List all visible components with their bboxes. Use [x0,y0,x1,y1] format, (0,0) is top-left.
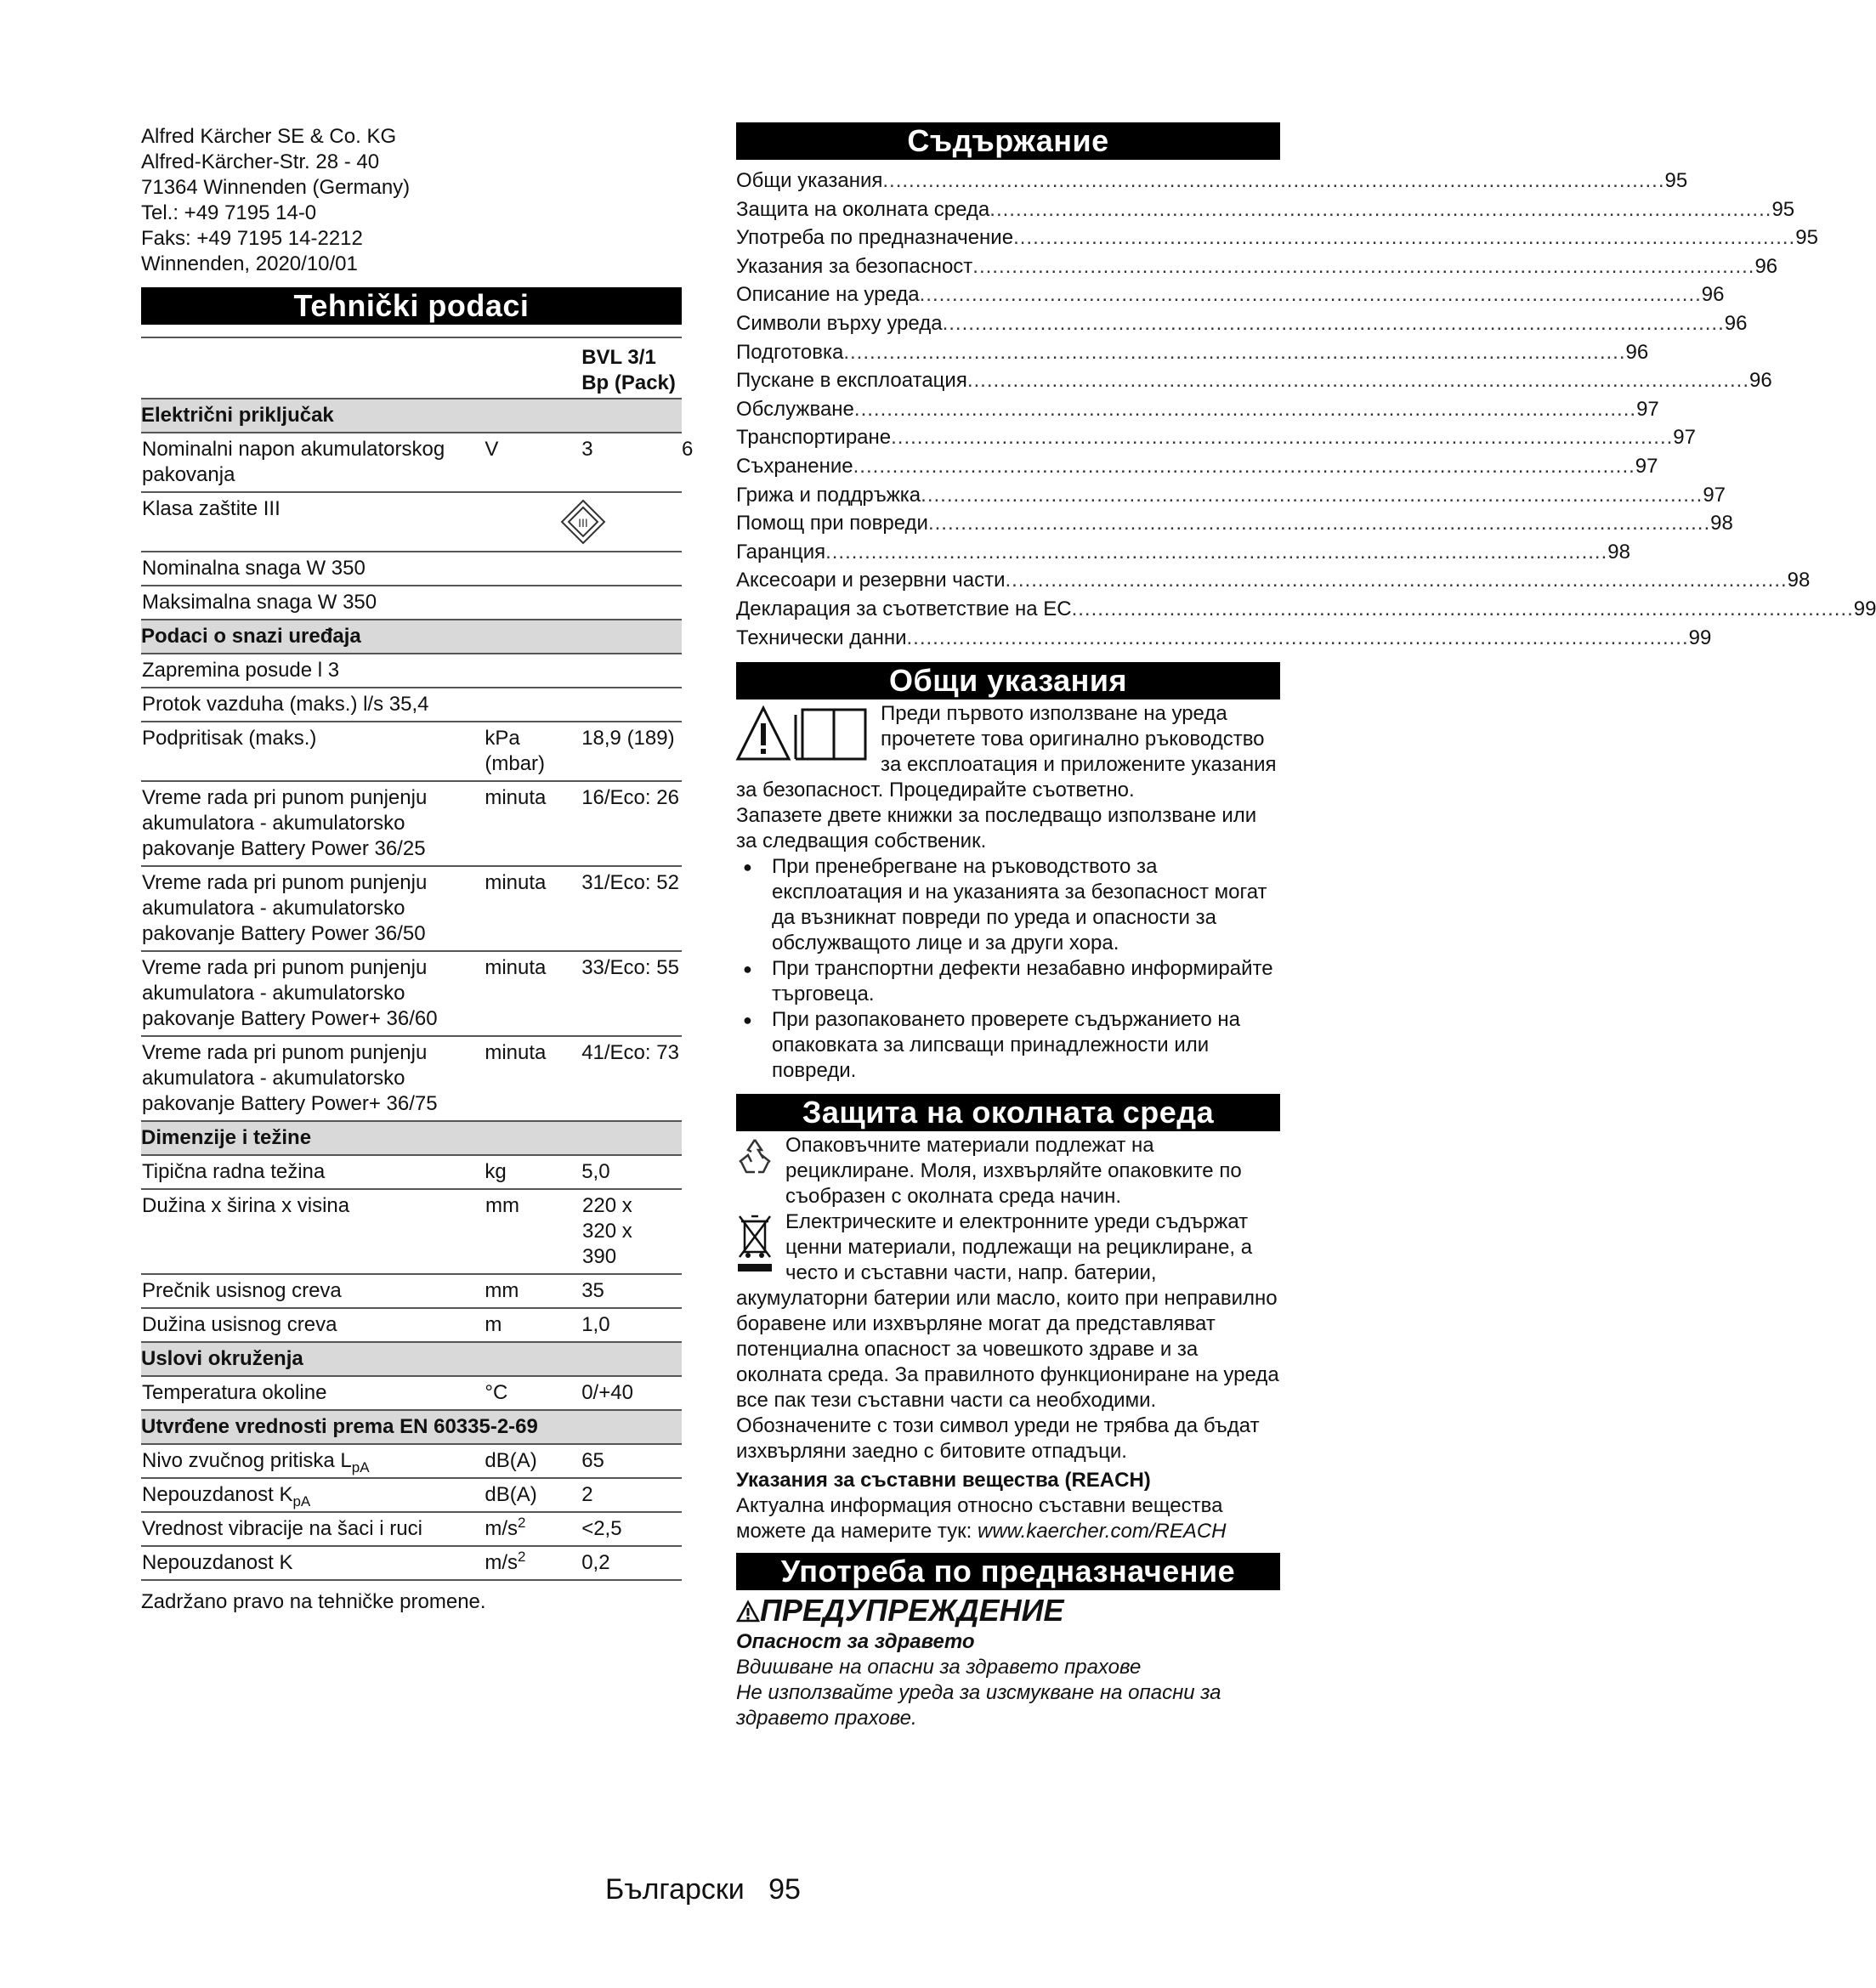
row-value: 0,2 [581,1551,610,1574]
toc-item-page: 99 [1688,626,1712,649]
row-label: Vreme rada pri punom punjenju akumulatora - akumulatorsko pakovanje Battery Power+ 36/75 [142,1041,438,1115]
toc-item-label: Декларация за съответствие на ЕС [736,597,1072,620]
read-manual-icons [736,705,872,771]
protection-class-iii-icon [485,496,682,547]
toc-item-page: 98 [1607,540,1630,564]
toc-item-label: Общи указания [736,169,883,192]
row-label: Vreme rada pri punom punjenju akumulatora - akumulatorsko pakovanje Battery Power+ 36/60 [142,956,438,1030]
toc-item-page: 97 [1673,426,1696,450]
toc-item[interactable] [736,538,1630,567]
toc-item-page: 96 [1724,311,1748,335]
toc-item[interactable] [736,624,1712,653]
toc-item-page: 96 [1701,283,1725,307]
section-label: Dimenzije i težine [141,1126,312,1149]
toc-item-page: 95 [1795,226,1818,250]
reach-link[interactable]: www.kaercher.com/REACH [977,1520,1227,1543]
row-value: 35 [581,1279,604,1302]
list-item: ● При разопаковането проверете съдържанието на опаковката за липсващи принадлежности или повреди. [736,1007,1280,1084]
row-label: Nominalna snaga W 350 [142,557,366,580]
toc-item-page: 96 [1748,369,1772,393]
reach-paragraph [736,1493,1280,1544]
general-keep: Запазете двете книжки за последващо използване или за следващия собственик. [736,804,1257,853]
row-label [141,1482,485,1508]
superscript: 2 [518,1515,526,1531]
table-row [141,1309,682,1343]
toc-leader-dots: ........................................................................................................................ [853,397,1637,421]
table-row [141,1275,682,1309]
row-unit [485,1516,581,1542]
row-unit: kg [485,1160,507,1183]
table-row [141,952,682,1037]
table-row [141,688,682,722]
toc-item[interactable] [736,395,1659,424]
protection-symbol: III [578,516,589,530]
row-value: 33/Eco: 55 [581,956,679,979]
table-row [141,867,682,952]
table-row [141,552,682,586]
address-line: Alfred Kärcher SE & Co. KG [141,125,397,148]
warning-label: ПРЕДУПРЕЖДЕНИЕ [760,1593,1064,1628]
table-row [141,493,682,552]
table-row [141,1037,682,1122]
row-unit: mm [485,1194,519,1217]
section-label: Utvrđene vrednosti prema EN 60335-2-69 [141,1415,538,1438]
electronics-text: Електрическите и електронните уреди съдържат ценни материали, подлежащи на рециклиране, а често и съставни части, напр. батерии, акумулаторни батерии или масло, които при неправилно боравене или изхвърляне могат да представляват потенциална опасност за човешкото здраве и за околната среда. За правилното функциониране на уреда все пак тези съставни части са необходими. Обозначените с този символ уреди не трябва да бъдат изхвърляни заедно с битовите отпадъци. [736,1210,1279,1464]
environment-title: Защита на околната среда [736,1094,1280,1131]
toc-leader-dots: ........................................................................................................................ [843,340,1626,364]
row-label: Zapremina posude l 3 [142,659,340,682]
toc-item[interactable] [736,338,1649,367]
row-value: 31/Eco: 52 [581,871,679,894]
toc-leader-dots: ........................................................................................................................ [853,454,1635,478]
hazard-line-1: Вдишване на опасни за здравето прахове [736,1656,1142,1679]
general-intro: Преди първото използване на уреда прочетете това оригинално ръководство за експлоатация и приложените указания за безопасност. Процедирайте съответно. [736,702,1277,802]
toc-leader-dots: ........................................................................................................................ [919,283,1702,307]
packaging-text: Опаковъчните материали подлежат на рециклиране. Моля, изхвърляйте опаковките по съобразен с околната среда начин. [785,1134,1242,1209]
row-unit: minuta [485,1041,547,1064]
section-label: Uslovi okruženja [141,1347,303,1370]
left-column [141,124,694,1615]
toc-item-label: Съхранение [736,454,853,478]
hazard-label: Опасност за здравето [736,1630,975,1654]
toc-leader-dots: ........................................................................................................................ [921,483,1703,507]
row-unit: dB(A) [485,1483,537,1506]
row-extra-value: 6 [682,438,694,461]
address-line: Tel.: +49 7195 14-0 [141,201,317,224]
row-unit: minuta [485,956,547,979]
section-label: Podaci o snazi uređaja [141,625,361,648]
section-row [141,620,682,654]
row-unit: V [485,438,499,461]
list-item: ● При пренебрегване на ръководството за експлоатация и на указанията за безопасност могат да възникнат повреди по уреда и опасности за обслужващото лице и за други хора. [736,854,1280,956]
section-row [141,399,682,433]
table-row [141,1377,682,1411]
toc-leader-dots: ........................................................................................................................ [906,626,1689,649]
general-notes-title: Общи указания [736,662,1280,699]
row-label: Vreme rada pri punom punjenju akumulatora - akumulatorsko pakovanje Battery Power 36/50 [142,871,428,945]
table-row [141,1547,682,1581]
row-unit: minuta [485,871,547,894]
row-label: Nepouzdanost K [142,1551,293,1574]
toc-item-page: 95 [1771,197,1795,221]
toc-item-label: Описание на уреда [736,283,920,307]
toc-item-label: Пускане в експлоатация [736,369,967,393]
toc-leader-dots: ........................................................................................................................ [1071,597,1854,620]
table-row [141,722,682,782]
section-row [141,1411,682,1445]
toc-item-page: 95 [1664,169,1688,192]
toc-item-page: 98 [1710,512,1733,535]
table-row [141,1479,682,1513]
toc-item[interactable] [736,167,1688,195]
section-row [141,1343,682,1377]
table-row [141,654,682,688]
toc-item-label: Помощ при повреди [736,512,928,535]
address-line: Winnenden, 2020/10/01 [141,252,358,275]
toc-leader-dots: ........................................................................................................................ [989,197,1772,221]
section-row [141,1122,682,1156]
toc-item-page: 97 [1635,454,1658,478]
hazard-line-2: Не използвайте уреда за изсмукване на опасни за здравето прахове. [736,1681,1221,1730]
table-header-row [141,338,682,399]
tech-footnote: Zadržano pravo na tehničke promene. [141,1590,486,1613]
toc-item[interactable] [736,280,1725,309]
table-row [141,782,682,867]
row-label: Nominalni napon akumulatorskog pakovanja [142,438,445,486]
toc-item[interactable] [736,309,1748,338]
subscript: pA [351,1458,370,1475]
toc-item-label: Символи върху уреда [736,311,943,335]
toc-leader-dots: ........................................................................................................................ [1005,569,1788,592]
toc-item[interactable] [736,595,1876,624]
toc-item[interactable] [736,195,1795,224]
row-unit: °C [485,1381,508,1404]
general-bullets [736,854,1280,1084]
toc-item-label: Подготовка [736,340,844,364]
row-unit: mm [485,1279,519,1302]
row-value: 0/+40 [581,1381,633,1404]
page-footer [0,1872,1406,1906]
label-text: Nivo zvučnog pritiska L [142,1449,352,1472]
section-label: Električni priključak [141,404,334,427]
toc-item-label: Обслужване [736,397,854,421]
row-value: 16/Eco: 26 [581,786,679,809]
page-number: 95 [768,1873,801,1906]
toc-item[interactable] [736,509,1733,538]
subscript: pA [292,1492,311,1509]
row-label: Protok vazduha (maks.) l/s 35,4 [142,693,429,716]
toc-leader-dots: ........................................................................................................................ [972,254,1755,278]
row-value: 41/Eco: 73 [581,1041,679,1064]
footer-language: Български [605,1873,745,1906]
toc-item[interactable] [736,252,1778,281]
model-header: BVL 3/1 Bp (Pack) [581,346,676,394]
toc-item-page: 97 [1703,483,1726,507]
row-label: Prečnik usisnog creva [142,1279,342,1302]
row-value: 3 [581,438,593,461]
row-value: 1,0 [581,1313,610,1336]
row-label: Maksimalna snaga W 350 [142,591,377,614]
table-row [141,1445,682,1479]
general-notes-body [736,701,1280,1084]
toc-title: Съдържание [736,122,1280,160]
toc-leader-dots: ........................................................................................................................ [966,369,1749,393]
recycling-icon [736,1136,774,1186]
superscript: 2 [518,1549,526,1565]
toc-item-label: Технически данни [736,626,907,649]
manufacturer-address [141,124,682,277]
table-row [141,1513,682,1547]
row-label: Dužina x širina x visina [142,1194,350,1217]
warning-book-icon [736,705,872,764]
warning-heading [736,1592,1280,1629]
tech-data-title: Tehnički podaci [141,287,682,325]
row-unit: dB(A) [485,1449,537,1472]
row-label: Podpritisak (maks.) [142,727,317,750]
toc-leader-dots: ........................................................................................................................ [882,169,1665,192]
row-value: 65 [581,1449,604,1472]
toc-leader-dots: ........................................................................................................................ [891,426,1674,450]
table-row [141,1190,682,1275]
crossed-bin-icon [736,1213,774,1281]
toc-item[interactable] [736,566,1811,595]
unit-text: m/s [485,1551,519,1574]
row-label [141,1448,485,1474]
row-value: <2,5 [581,1517,622,1540]
right-column [736,122,1876,1731]
row-value: 220 x 320 x 390 [582,1194,632,1268]
tech-data-table [141,337,694,1581]
list-item: ● При транспортни дефекти незабавно информирайте търговеца. [736,956,1280,1007]
toc-item-label: Грижа и поддръжка [736,483,921,507]
row-unit [485,1550,581,1576]
table-row [141,433,694,493]
row-label: Vrednost vibracije na šaci i ruci [142,1517,422,1540]
unit-text: m/s [485,1517,519,1540]
row-unit: kPa (mbar) [485,727,546,775]
toc-item[interactable] [736,452,1658,481]
address-line: Faks: +49 7195 14-2212 [141,227,363,250]
table-row [141,586,682,620]
row-label: Dužina usisnog creva [142,1313,337,1336]
row-value: 5,0 [581,1160,610,1183]
label-text: Nepouzdanost K [142,1483,293,1506]
toc-item-label: Аксесоари и резервни части [736,569,1006,592]
toc-item[interactable] [736,481,1726,510]
row-label: Vreme rada pri punom punjenju akumulatora - akumulatorsko pakovanje Battery Power 36/25 [142,786,428,860]
toc-item[interactable] [736,224,1818,252]
toc-item[interactable] [736,366,1772,395]
toc-item-label: Защита на околната среда [736,197,990,221]
toc-item-label: Употреба по предназначение [736,226,1014,250]
toc-item-page: 97 [1636,397,1659,421]
table-row [141,1156,682,1190]
toc-leader-dots: ........................................................................................................................ [927,512,1711,535]
address-line: Alfred-Kärcher-Str. 28 - 40 [141,150,380,173]
toc-item-label: Транспортиране [736,426,892,450]
row-value: 18,9 (189) [581,727,675,750]
row-unit: minuta [485,786,547,809]
row-label: Tipična radna težina [142,1160,326,1183]
toc-leader-dots: ........................................................................................................................ [1013,226,1796,250]
toc-item-page: 96 [1625,340,1649,364]
toc-item-page: 99 [1853,597,1876,620]
row-value: 2 [581,1483,593,1506]
toc-leader-dots: ........................................................................................................................ [825,540,1608,564]
row-unit: m [485,1313,502,1336]
reach-text: Актуална информация относно съставни вещества можете да намерите тук: [736,1494,1223,1543]
reach-title: Указания за съставни вещества (REACH) [736,1469,1151,1492]
row-label: Temperatura okoline [142,1381,327,1404]
table-of-contents [736,167,1876,652]
warning-triangle-icon [736,1600,760,1623]
toc-item[interactable] [736,423,1696,452]
intended-use-body [736,1592,1280,1731]
toc-item-page: 98 [1787,569,1811,592]
row-label: Klasa zaštite III [142,497,281,520]
address-line: 71364 Winnenden (Germany) [141,176,411,199]
environment-body [736,1133,1280,1544]
toc-item-label: Указания за безопасност [736,254,973,278]
intended-use-title: Употреба по предназначение [736,1553,1280,1590]
toc-leader-dots: ........................................................................................................................ [942,311,1725,335]
toc-item-label: Гаранция [736,540,826,564]
toc-item-page: 96 [1754,254,1778,278]
